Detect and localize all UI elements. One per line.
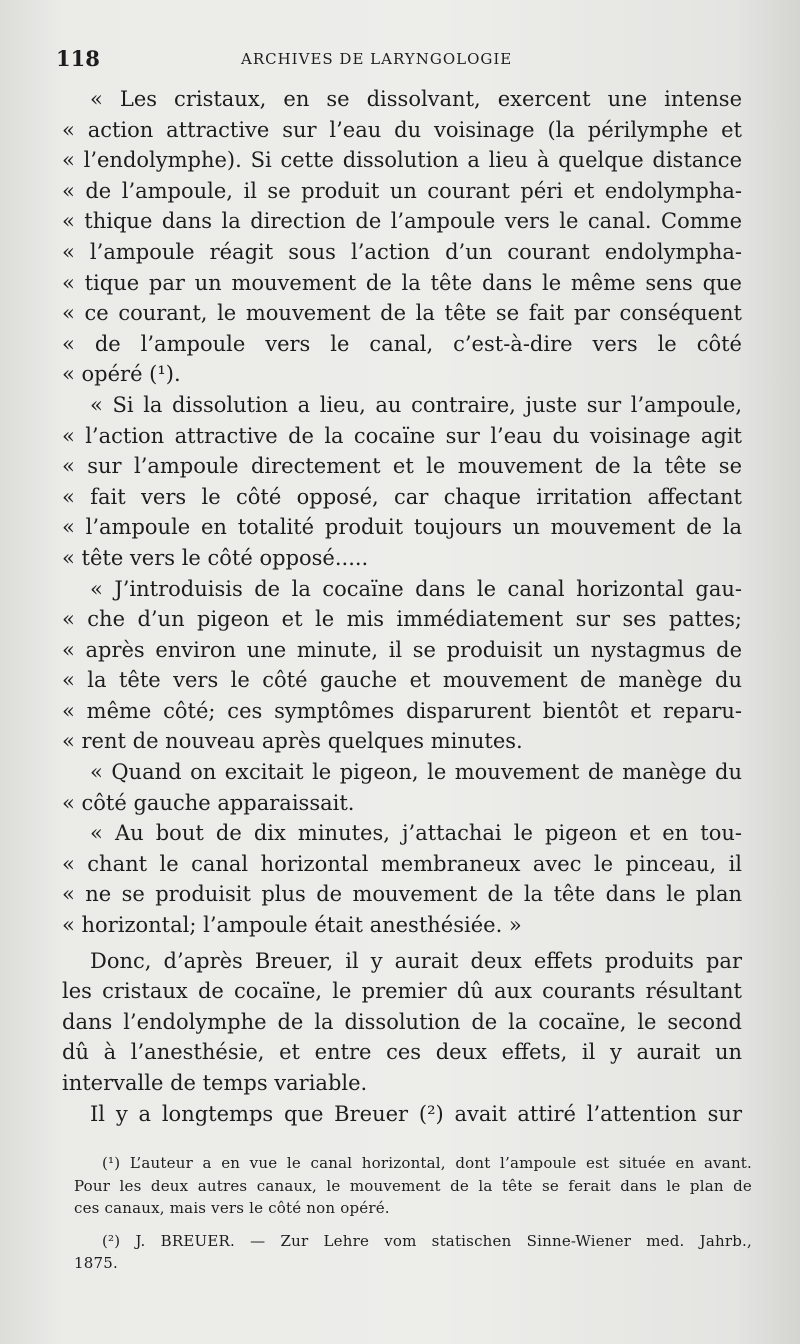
text-line: Donc, d’après Breuer, il y aurait deux effets produits par [90, 948, 742, 973]
text-line: « l’ampoule en totalité produit toujours un mouvement de la [62, 515, 742, 540]
text-line: « opéré (¹). [62, 362, 181, 387]
text-line: « ce courant, le mouvement de la tête se fait par conséquent [62, 301, 742, 326]
text-line: les cristaux de cocaïne, le premier dû aux courants résultant [62, 979, 742, 1004]
footnote-2 [74, 1230, 752, 1275]
text-line: « Quand on excitait le pigeon, le mouvement de manège du [90, 760, 742, 785]
text-line: « che d’un pigeon et le mis immédiatement sur ses pattes; [62, 607, 742, 632]
paragraph [62, 84, 742, 390]
text-line: Il y a longtemps que Breuer (²) avait attiré l’attention sur [90, 1101, 742, 1126]
text-line: « l’ampoule réagit sous l’action d’un courant endolympha- [62, 239, 742, 264]
paragraph [62, 390, 742, 574]
text-line: « action attractive sur l’eau du voisinage (la périlymphe et [62, 117, 742, 142]
page-header [56, 46, 746, 74]
text-line: « côté gauche apparaissait. [62, 790, 355, 815]
text-line: « tique par un mouvement de la tête dans le même sens que [62, 270, 742, 295]
body-text [62, 84, 742, 1129]
paragraph [62, 574, 742, 758]
text-line: « l’action attractive de la cocaïne sur l’eau du voisinage agit [62, 423, 742, 448]
text-line: « la tête vers le côté gauche et mouvement de manège du [62, 668, 742, 693]
text-line: « fait vers le côté opposé, car chaque irritation affectant [62, 484, 742, 509]
text-line: « chant le canal horizontal membraneux avec le pinceau, il [62, 851, 742, 876]
text-line: « Si la dissolution a lieu, au contraire, juste sur l’ampoule, [90, 392, 742, 417]
footnote-line: ces canaux, mais vers le côté non opéré. [74, 1199, 390, 1217]
text-line: intervalle de temps variable. [62, 1071, 368, 1095]
text-line: « de l’ampoule vers le canal, c’est-à-dire vers le côté [62, 331, 742, 356]
footnote-1 [74, 1152, 752, 1220]
text-line: « Au bout de dix minutes, j’attachai le pigeon et en tou- [90, 821, 742, 846]
text-line: « sur l’ampoule directement et le mouvement de la tête se [62, 454, 742, 479]
footnotes [74, 1152, 752, 1275]
text-line: « ne se produisit plus de mouvement de la tête dans le plan [62, 882, 742, 907]
footnote-line: Pour les deux autres canaux, le mouvement de la tête se ferait dans le plan de [74, 1176, 752, 1195]
paragraph [62, 757, 742, 818]
text-line: « horizontal; l’ampoule était anesthésiée. » [62, 913, 522, 938]
text-line: « après environ une minute, il se produisit un nystagmus de [62, 637, 742, 662]
footnote-line: 1875. [74, 1254, 118, 1272]
page-number: 118 [56, 46, 100, 71]
text-line: « Les cristaux, en se dissolvant, exercent une intense [90, 87, 742, 111]
running-title: ARCHIVES DE LARYNGOLOGIE [241, 50, 513, 68]
text-line: « l’endolymphe). Si cette dissolution a lieu à quelque distance [62, 148, 742, 173]
footnote-line: (²) J. BREUER. — Zur Lehre vom statischen Sinne-Wiener med. Jahrb., [102, 1231, 752, 1250]
paragraph [62, 818, 742, 940]
paragraph [62, 1099, 742, 1130]
footnote-line: (¹) L’auteur a en vue le canal horizontal, dont l’ampoule est située en avant. [102, 1154, 752, 1172]
text-line: « J’introduisis de la cocaïne dans le canal horizontal gau- [90, 576, 742, 601]
text-line: « tête vers le côté opposé..... [62, 545, 369, 570]
text-line: « thique dans la direction de l’ampoule vers le canal. Comme [62, 209, 742, 234]
paragraph [62, 946, 742, 1099]
text-line: dû à l’anesthésie, et entre ces deux effets, il y aurait un [62, 1040, 742, 1065]
text-line: « rent de nouveau après quelques minutes. [62, 729, 523, 754]
text-line: « de l’ampoule, il se produit un courant péri et endolympha- [62, 178, 742, 203]
text-line: « même côté; ces symptômes disparurent bientôt et reparu- [62, 698, 742, 723]
text-line: dans l’endolymphe de la dissolution de la cocaïne, le second [62, 1009, 742, 1034]
